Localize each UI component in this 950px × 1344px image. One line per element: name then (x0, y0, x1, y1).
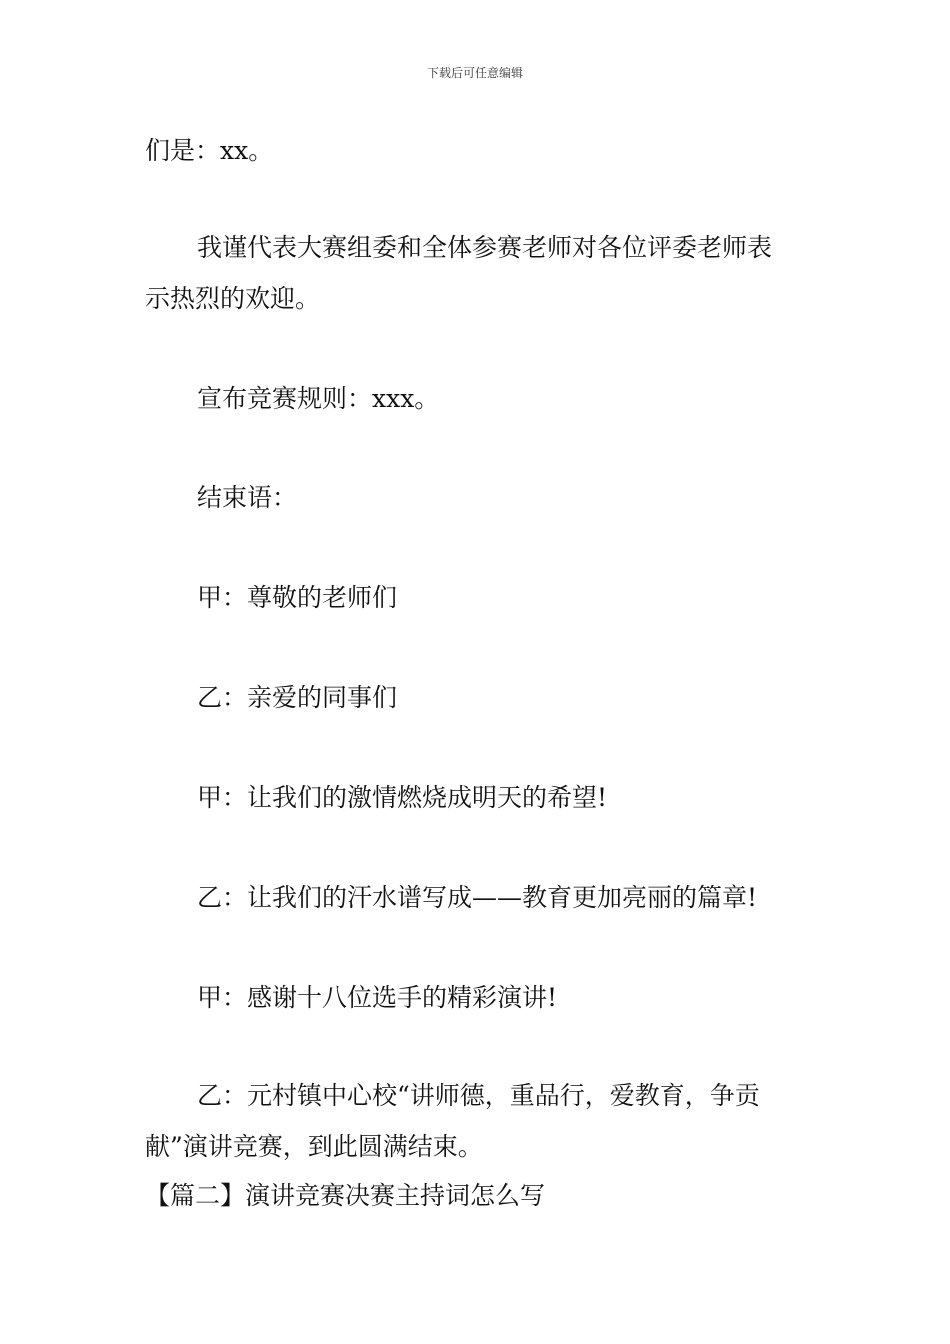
paragraph-line-yi-3-part-1: 乙：元村镇中心校“讲师德，重品行，爱教育，争贡 (197, 1081, 760, 1110)
paragraph-closing-label: 结束语： (197, 483, 298, 512)
paragraph-line-jia-2: 甲：让我们的激情燃烧成明天的希望! (197, 783, 608, 812)
paragraph-welcome-line-2: 示热烈的欢迎。 (145, 284, 321, 313)
paragraph-welcome-line-1: 我谨代表大赛组委和全体参赛老师对各位评委老师表 (197, 233, 773, 262)
section-heading: 【篇二】演讲竞赛决赛主持词怎么写 (145, 1181, 546, 1210)
text-line: 们是：xx。 (145, 136, 274, 165)
paragraph-line-yi-3-part-2: 献”演讲竞赛，到此圆满结束。 (145, 1132, 483, 1161)
page-header: 下载后可任意编辑 (426, 66, 523, 80)
paragraph-line-yi-1: 乙：亲爱的同事们 (197, 683, 398, 712)
paragraph-line-jia-1: 甲：尊敬的老师们 (197, 583, 398, 612)
paragraph-rules: 宣布竞赛规则：xxx。 (197, 384, 440, 413)
paragraph-line-jia-3: 甲：感谢十八位选手的精彩演讲! (197, 983, 558, 1012)
paragraph-line-yi-2: 乙：让我们的汗水谱写成——教育更加亮丽的篇章! (197, 883, 758, 912)
